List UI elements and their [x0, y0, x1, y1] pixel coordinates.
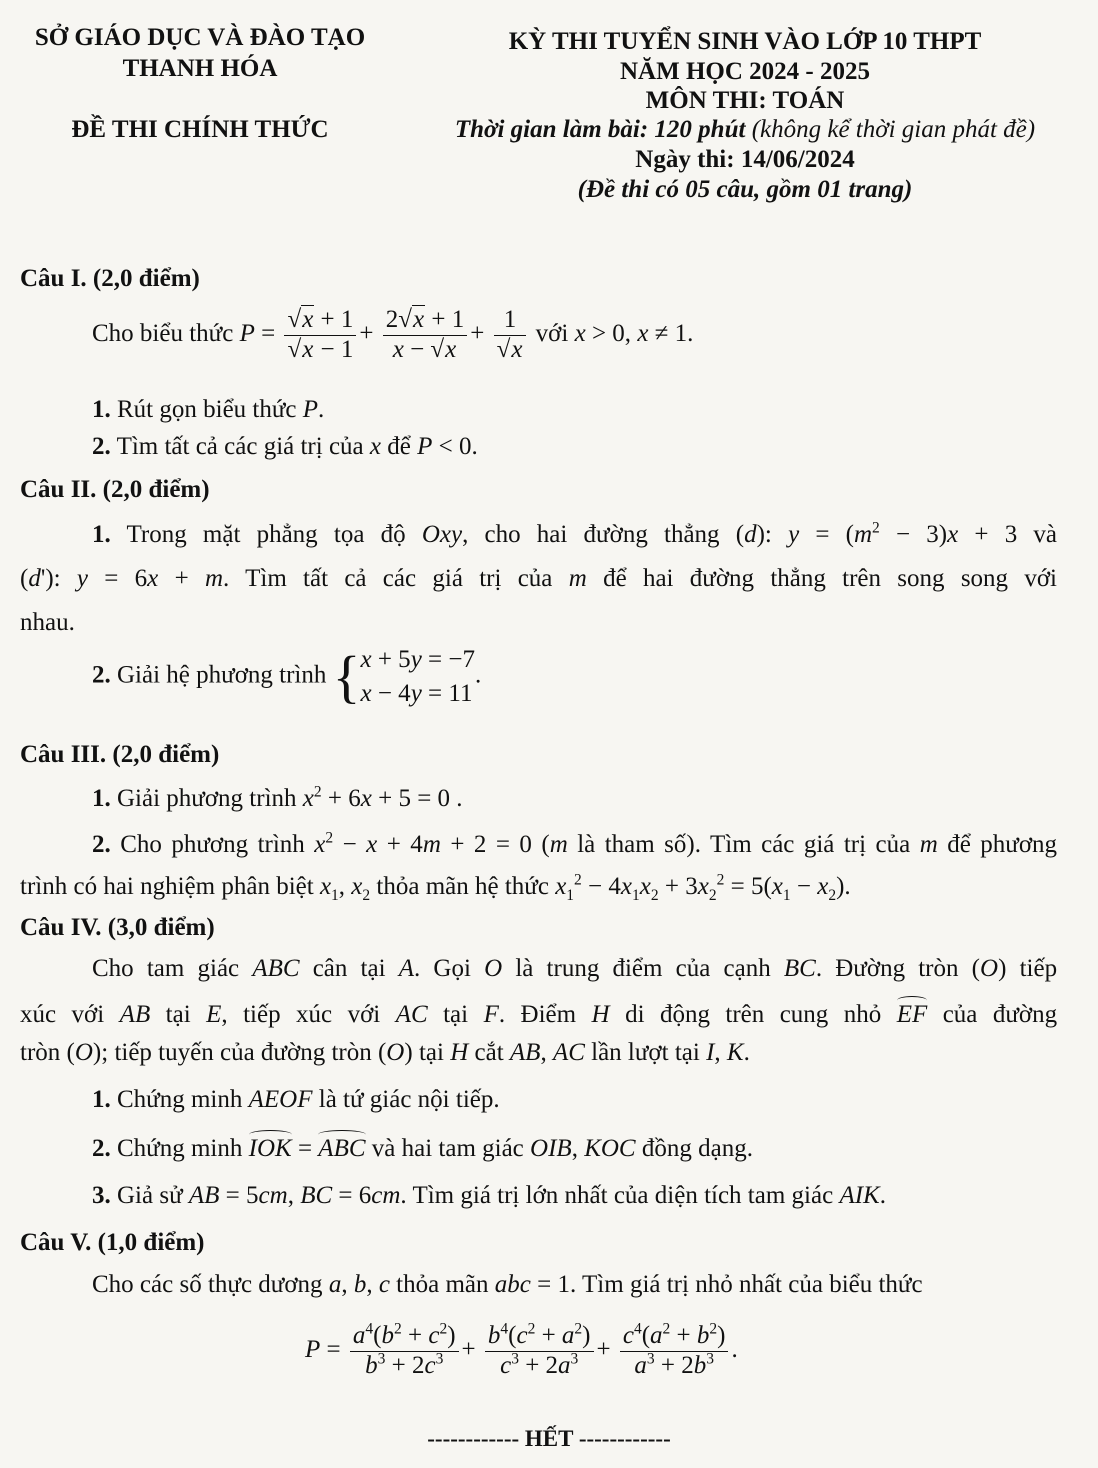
- time-limit: [440, 116, 1050, 144]
- exam-title: KỲ THI TUYỂN SINH VÀO LỚP 10 THPT: [508, 28, 982, 55]
- q3-title: Câu III. (2,0 điểm): [20, 741, 220, 768]
- q5-title: Câu V. (1,0 điểm): [20, 1229, 205, 1256]
- q1-item-2: 2. Tìm tất cả các giá trị của x để P < 0.: [92, 433, 478, 460]
- end-marker: ------------ HẾT ------------: [427, 1426, 671, 1451]
- q1-expression-line: Cho biểu thức P = $\frac{√x + 1}{√x - 1}$ + $\frac{2√x + 1}{x - √x}$ + $\frac{1}{√x}$ với x > 0, x ≠ 1.: [92, 306, 694, 363]
- q2-item-1-line-1: 1. Trong mặt phẳng tọa độ Oxy, cho hai đường thẳng (d): $y = (m^2 - 3)x + 3$ và: [92, 519, 1058, 548]
- q1-title: Câu I. (2,0 điểm): [20, 265, 200, 292]
- time-limit-bold: Thời gian làm bài: 120 phút: [454, 116, 746, 143]
- q1-cond-word: với: [535, 319, 569, 347]
- q4-item-3: 3. Giả sử AB = 5cm, BC = 6cm. Tìm giá trị lớn nhất của diện tích tam giác AIK.: [92, 1182, 886, 1209]
- q2-title: Câu II. (2,0 điểm): [20, 476, 210, 503]
- q1-intro: Cho biểu thức: [92, 319, 234, 347]
- q2-item-1-line-2: (d'): y = 6x + m. Tìm tất cả các giá trị của m để hai đường thẳng trên song song với: [20, 565, 1057, 592]
- q5-paragraph: Cho các số thực dương a, b, c thỏa mãn abc = 1. Tìm giá trị nhỏ nhất của biểu thức: [92, 1271, 923, 1298]
- exam-date: Ngày thi: 14/06/2024: [635, 146, 855, 173]
- q5-fraction-1: $\frac{a^4(b^2 + c^2)}{b^3 + 2c^3}$: [350, 1322, 459, 1381]
- q4-paragraph-line-3: tròn (O); tiếp tuyến của đường tròn (O) tại H cắt AB, AC lần lượt tại I, K.: [20, 1039, 750, 1066]
- q5-expression: P = $\frac{a^4(b^2 + c^2)}{b^3 + 2c^3}$ + $\frac{b^4(c^2 + a^2)}{c^3 + 2a^3}$ + $\frac{c^4(a^2 + b^2)}{a^3 + 2b^3}$ .: [305, 1320, 738, 1379]
- q2-equation-system: x + 5y = −7 x − 4y = 11: [360, 646, 475, 707]
- q5-fraction-2: $\frac{b^4(c^2 + a^2)}{c^3 + 2a^3}$: [485, 1322, 594, 1381]
- q4-paragraph-line-2: xúc với AB tại E, tiếp xúc với AC tại F. Điểm H di động trên cung nhỏ EF của đường: [20, 1001, 1058, 1028]
- time-limit-note: (không kể thời gian phát đề): [751, 116, 1036, 143]
- q3-item-1: 1. Giải phương trình $x^2 + 6x + 5 = 0$ .: [92, 783, 463, 812]
- q4-title: Câu IV. (3,0 điểm): [20, 914, 215, 941]
- school-year: NĂM HỌC 2024 - 2025: [620, 58, 870, 85]
- q2-item-1-line-3: nhau.: [20, 609, 75, 636]
- q1-item-1: 1. Rút gọn biểu thức P.: [92, 396, 325, 423]
- department-name: SỞ GIÁO DỤC VÀ ĐÀO TẠO: [34, 24, 366, 51]
- pages-note: (Đề thi có 05 câu, gồm 01 trang): [577, 176, 913, 203]
- q1-fraction-1: $\frac{√x + 1}{√x - 1}$: [284, 306, 356, 365]
- official-exam-label: ĐỀ THI CHÍNH THỨC: [71, 116, 329, 143]
- province-name: THANH HÓA: [122, 55, 278, 82]
- q2-item-2: 2. Giải hệ phương trình {x + 5y = −7 x − 4y = 11.: [92, 643, 482, 709]
- q3-item-2-line-2: trình có hai nghiệm phân biệt $x_1$, $x_2$ thỏa mãn hệ thức $x_1^2 - 4x_1x_2 + 3x_2^2 = 5(x_1 - x_2)$.: [20, 871, 851, 904]
- q1-fraction-2: $\frac{2√x + 1}{x - √x}$: [383, 306, 467, 365]
- arc-ef: EF: [896, 1001, 928, 1028]
- q4-paragraph-line-1: Cho tam giác ABC cân tại A. Gọi O là trung điểm của cạnh BC. Đường tròn (O) tiếp: [92, 955, 1058, 982]
- q3-item-2-line-1: 2. Cho phương trình $x^2 - x + 4m + 2 = 0$ (m là tham số). Tìm các giá trị của m để phương: [92, 829, 1058, 858]
- q4-item-1: 1. Chứng minh AEOF là tứ giác nội tiếp.: [92, 1086, 500, 1113]
- subject: MÔN THI: TOÁN: [645, 87, 845, 114]
- q5-fraction-3: $\frac{c^4(a^2 + b^2)}{a^3 + 2b^3}$: [620, 1322, 729, 1381]
- q4-item-2: 2. Chứng minh IOK = ABC và hai tam giác OIB, KOC đồng dạng.: [92, 1135, 753, 1162]
- q1-fraction-3: $\frac{1}{√x}$: [494, 306, 527, 365]
